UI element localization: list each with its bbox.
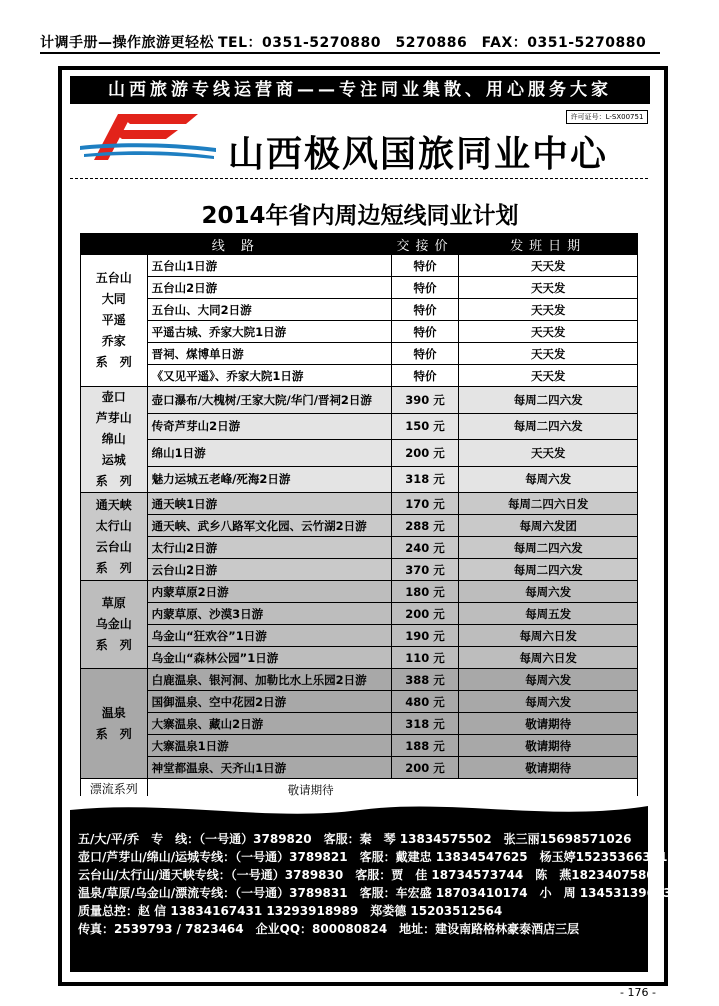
route-cell: 内蒙草原2日游: [147, 581, 391, 603]
plan-title: 2014年省内周边短线同业计划: [201, 203, 519, 229]
category-cell: 草原 乌金山 系 列: [81, 581, 148, 669]
date-cell: 每周二四六发: [459, 537, 638, 559]
table-row: [81, 493, 638, 515]
route-cell: 晋祠、煤博单日游: [147, 343, 391, 365]
slogan-banner: 山西旅游专线运营商——专注同业集散、用心服务大家: [70, 76, 650, 104]
header-dotted-divider: [70, 178, 648, 179]
price-cell: 240 元: [391, 537, 459, 559]
price-cell: 特价: [391, 299, 459, 321]
route-cell: 国御温泉、空中花园2日游: [147, 691, 391, 713]
route-cell: 大寨温泉1日游: [147, 735, 391, 757]
date-cell: 每周二四六发: [459, 413, 638, 440]
category-cell: 壶口 芦芽山 绵山 运城 系 列: [81, 387, 148, 493]
date-cell: 敬请期待: [459, 757, 638, 779]
contact-line: 五/大/平/乔 专 线：（一号通）3789820 客服：秦 琴 13834575502 张三丽15698571026: [78, 832, 632, 846]
date-cell: 天天发: [459, 440, 638, 467]
header-price: 交接价: [391, 234, 459, 255]
contact-line: 温泉/草原/乌金山/漂流专线：（一号通）3789831 客服：车宏盛 18703410174 小 周 13453139643: [78, 886, 672, 900]
price-cell: 190 元: [391, 625, 459, 647]
table-row: [81, 581, 638, 603]
company-name: 山西极风国旅同业中心: [228, 133, 609, 175]
price-cell: 480 元: [391, 691, 459, 713]
price-cell: 110 元: [391, 647, 459, 669]
price-cell: 318 元: [391, 466, 459, 493]
date-cell: 每周六日发: [459, 625, 638, 647]
price-cell: 200 元: [391, 603, 459, 625]
price-cell: 200 元: [391, 757, 459, 779]
route-cell: 通天峡1日游: [147, 493, 391, 515]
tour-plan-table: [80, 233, 638, 801]
category-cell: 漂流系列: [81, 779, 148, 801]
table-header-row: [81, 234, 638, 255]
price-cell: 188 元: [391, 735, 459, 757]
price-cell: 200 元: [391, 440, 459, 467]
table-row: [81, 603, 638, 625]
contact-line: 壶口/芦芽山/绵山/运城专线：（一号通）3789821 客服：戴建忠 13834547625 杨玉婷15235366301: [78, 850, 668, 864]
price-cell: 288 元: [391, 515, 459, 537]
price-cell: 150 元: [391, 413, 459, 440]
route-cell: 绵山1日游: [147, 440, 391, 467]
header-route: 线 路: [81, 234, 392, 255]
price-cell: 特价: [391, 365, 459, 387]
route-cell: 魅力运城五老峰/死海2日游: [147, 466, 391, 493]
wave-decoration: [70, 796, 648, 826]
contact-list: [78, 830, 672, 938]
date-cell: 每周二四六发: [459, 559, 638, 581]
route-cell: 神堂都温泉、天齐山1日游: [147, 757, 391, 779]
date-cell: 天天发: [459, 299, 638, 321]
table-row: [81, 387, 638, 414]
route-cell: 五台山、大同2日游: [147, 299, 391, 321]
route-cell: 白鹿温泉、银河洞、加勒比水上乐园2日游: [147, 669, 391, 691]
date-cell: 敬请期待: [459, 713, 638, 735]
date-cell: 每周六发: [459, 691, 638, 713]
price-cell: 390 元: [391, 387, 459, 414]
company-logo-icon: [78, 108, 218, 170]
table-row: [81, 735, 638, 757]
table-row: [81, 440, 638, 467]
contact-line: 云台山/太行山/通天峡专线：（一号通）3789830 客服：贾 佳 18734573744 陈 燕18234075802: [78, 868, 664, 882]
table-row: [81, 365, 638, 387]
header-contact: TEL：0351-5270880 5270886 FAX：0351-5270880: [218, 35, 647, 51]
route-cell: 内蒙草原、沙漠3日游: [147, 603, 391, 625]
table-row: [81, 466, 638, 493]
route-cell: 大寨温泉、藏山2日游: [147, 713, 391, 735]
table-row: [81, 713, 638, 735]
header-date: 发班日期: [459, 234, 638, 255]
price-cell: 370 元: [391, 559, 459, 581]
category-cell: 五台山 大同 平遥 乔家 系 列: [81, 255, 148, 387]
route-cell: 乌金山“森林公园”1日游: [147, 647, 391, 669]
table-row: [81, 559, 638, 581]
table-row: [81, 647, 638, 669]
route-cell: 壶口瀑布/大槐树/王家大院/华门/晋祠2日游: [147, 387, 391, 414]
table-row: [81, 757, 638, 779]
price-cell: 388 元: [391, 669, 459, 691]
route-cell: 通天峡、武乡八路军文化园、云竹湖2日游: [147, 515, 391, 537]
table-row: [81, 413, 638, 440]
route-cell: 《又见平遥》、乔家大院1日游: [147, 365, 391, 387]
table-row: [81, 343, 638, 365]
table-row: [81, 691, 638, 713]
date-cell: 天天发: [459, 321, 638, 343]
date-cell: 天天发: [459, 255, 638, 277]
route-cell: 太行山2日游: [147, 537, 391, 559]
contact-line: 传真：2539793 / 7823464 企业QQ：800080824 地址：建设南路格林豪泰酒店三层: [78, 922, 580, 936]
date-cell: 天天发: [459, 343, 638, 365]
date-cell: 每周六发: [459, 466, 638, 493]
table-row: [81, 321, 638, 343]
table-row: [81, 277, 638, 299]
route-cell: 五台山2日游: [147, 277, 391, 299]
category-cell: 温泉 系 列: [81, 669, 148, 779]
table-row: [81, 515, 638, 537]
date-cell: 每周六发: [459, 669, 638, 691]
header-bar: [40, 32, 660, 52]
page-number: - 176 -: [620, 986, 656, 999]
date-cell: 敬请期待: [459, 735, 638, 757]
license-badge: 许可证号：L-SX00751: [566, 110, 648, 124]
price-cell: 特价: [391, 277, 459, 299]
route-cell: 传奇芦芽山2日游: [147, 413, 391, 440]
route-cell: 乌金山“狂欢谷”1日游: [147, 625, 391, 647]
date-cell: 每周二四六发: [459, 387, 638, 414]
contact-panel: [70, 796, 672, 972]
price-cell: 特价: [391, 255, 459, 277]
price-cell: 170 元: [391, 493, 459, 515]
route-cell: 云台山2日游: [147, 559, 391, 581]
table-row: [81, 255, 638, 277]
header-divider: [40, 52, 660, 54]
category-cell: 通天峡 太行山 云台山 系 列: [81, 493, 148, 581]
contact-line: 质量总控：赵 信 13834167431 13293918989 郑娄德 15203512564: [78, 904, 503, 918]
price-cell: 318 元: [391, 713, 459, 735]
price-cell: 特价: [391, 321, 459, 343]
drift-note: 敬请期待: [147, 779, 637, 801]
table-row: [81, 669, 638, 691]
date-cell: 每周六发团: [459, 515, 638, 537]
table-row: [81, 625, 638, 647]
price-cell: 特价: [391, 343, 459, 365]
date-cell: 每周五发: [459, 603, 638, 625]
table-row: [81, 299, 638, 321]
header-title: 计调手册—操作旅游更轻松: [40, 35, 214, 51]
date-cell: 每周六日发: [459, 647, 638, 669]
route-cell: 五台山1日游: [147, 255, 391, 277]
price-cell: 180 元: [391, 581, 459, 603]
table-row: [81, 537, 638, 559]
route-cell: 平遥古城、乔家大院1日游: [147, 321, 391, 343]
date-cell: 每周六发: [459, 581, 638, 603]
date-cell: 天天发: [459, 277, 638, 299]
date-cell: 天天发: [459, 365, 638, 387]
date-cell: 每周二四六日发: [459, 493, 638, 515]
